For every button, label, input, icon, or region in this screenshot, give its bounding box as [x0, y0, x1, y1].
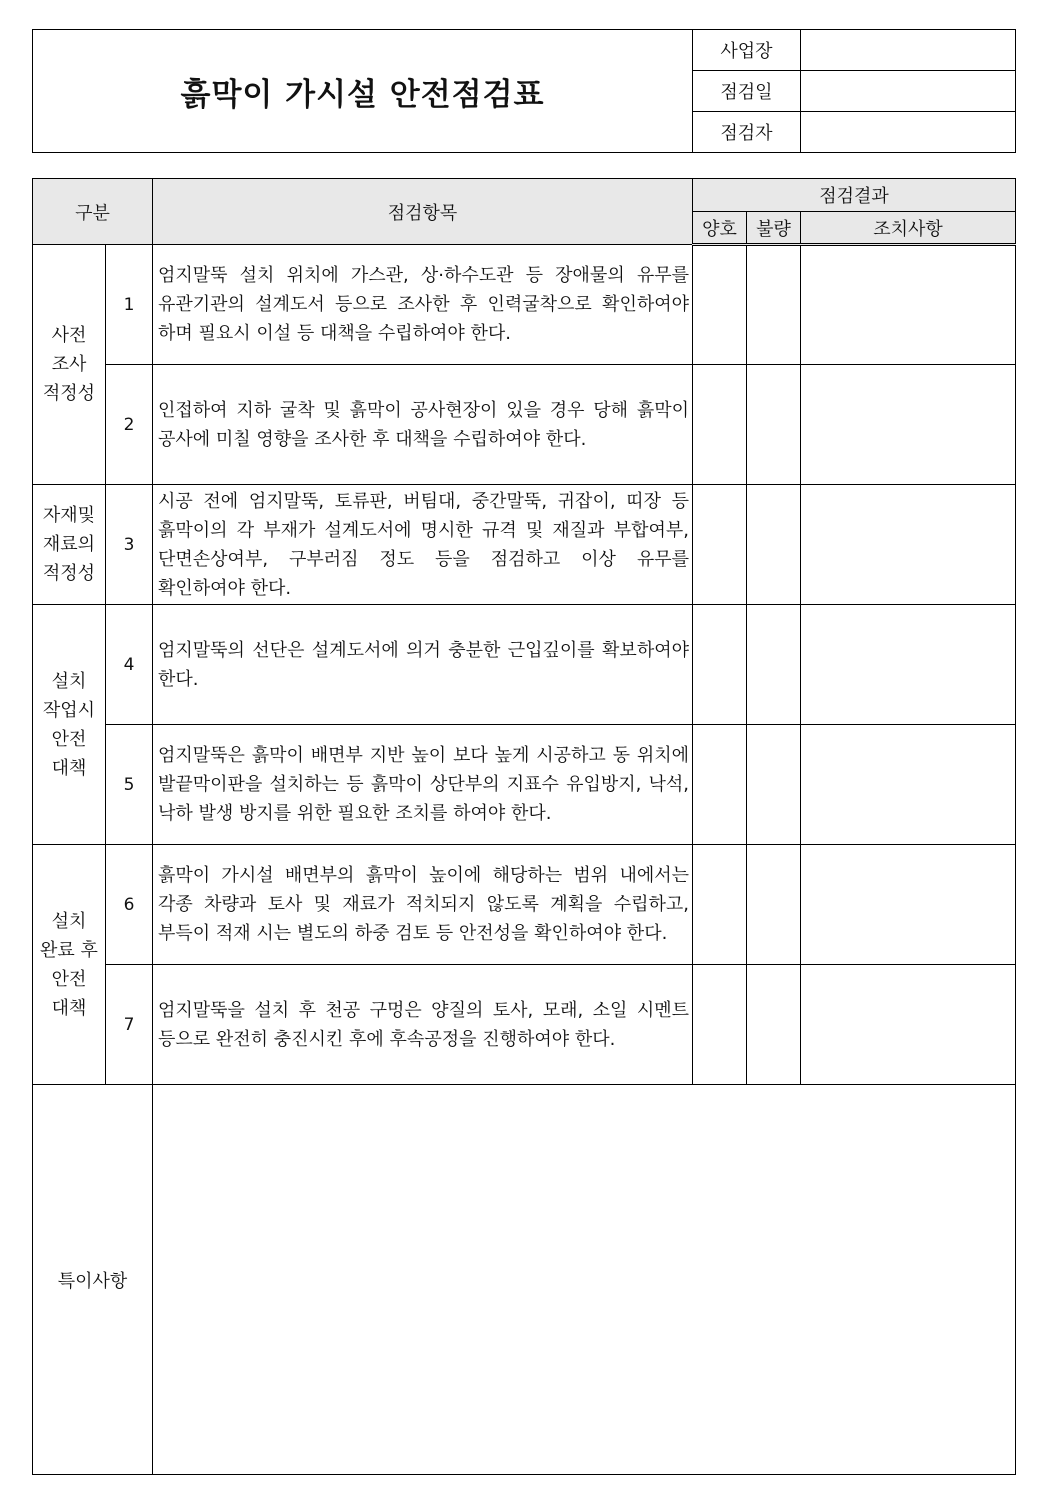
good-cell[interactable]	[693, 605, 747, 725]
item-number: 4	[106, 605, 153, 725]
category-post-installation: 설치 완료 후 안전 대책	[33, 845, 106, 1085]
bad-cell[interactable]	[747, 365, 801, 485]
action-cell[interactable]	[801, 365, 1016, 485]
table-row	[33, 245, 1016, 365]
action-cell[interactable]	[801, 845, 1016, 965]
bad-cell[interactable]	[747, 845, 801, 965]
inspection-date-label: 점검일	[693, 71, 801, 112]
item-number: 6	[106, 845, 153, 965]
item-text: 엄지말뚝은 흙막이 배면부 지반 높이 보다 높게 시공하고 동 위치에 발끝막이판을 설치하는 등 흙막이 상단부의 지표수 유입방지, 낙석, 낙하 발생 방지를 위한 필요한 조치를 하여야 한다.	[153, 725, 693, 845]
bad-cell[interactable]	[747, 725, 801, 845]
bad-header: 불량	[747, 212, 801, 245]
good-cell[interactable]	[693, 845, 747, 965]
item-number: 5	[106, 725, 153, 845]
item-header: 점검항목	[153, 179, 693, 245]
good-cell[interactable]	[693, 365, 747, 485]
notes-field[interactable]	[153, 1085, 1016, 1475]
category-header: 구분	[33, 179, 153, 245]
bad-cell[interactable]	[747, 245, 801, 365]
bad-cell[interactable]	[747, 485, 801, 605]
bad-cell[interactable]	[747, 605, 801, 725]
good-header: 양호	[693, 212, 747, 245]
item-text: 시공 전에 엄지말뚝, 토류판, 버팀대, 중간말뚝, 귀잡이, 띠장 등 흙막이의 각 부재가 설계도서에 명시한 규격 및 재질과 부합여부, 단면손상여부, 구부러짐 정도 등을 점검하고 이상 유무를 확인하여야 한다.	[153, 485, 693, 605]
good-cell[interactable]	[693, 725, 747, 845]
action-cell[interactable]	[801, 485, 1016, 605]
category-materials: 자재및 재료의 적정성	[33, 485, 106, 605]
result-header: 점검결과	[693, 179, 1016, 212]
item-text: 엄지말뚝 설치 위치에 가스관, 상·하수도관 등 장애물의 유무를 유관기관의 설계도서 등으로 조사한 후 인력굴착으로 확인하여야 하며 필요시 이설 등 대책을 수립하여야 한다.	[153, 245, 693, 365]
table-row	[33, 725, 1016, 845]
table-row	[33, 965, 1016, 1085]
category-pre-survey: 사전 조사 적정성	[33, 245, 106, 485]
action-cell[interactable]	[801, 605, 1016, 725]
table-row	[33, 845, 1016, 965]
item-number: 7	[106, 965, 153, 1085]
table-row	[33, 605, 1016, 725]
action-cell[interactable]	[801, 965, 1016, 1085]
item-text: 흙막이 가시설 배면부의 흙막이 높이에 해당하는 범위 내에서는 각종 차량과 토사 및 재료가 적치되지 않도록 계획을 수립하고, 부득이 적재 시는 별도의 하중 검토 등 안전성을 확인하여야 한다.	[153, 845, 693, 965]
bad-cell[interactable]	[747, 965, 801, 1085]
item-text: 엄지말뚝을 설치 후 천공 구멍은 양질의 토사, 모래, 소일 시멘트 등으로 완전히 충진시킨 후에 후속공정을 진행하여야 한다.	[153, 965, 693, 1085]
action-cell[interactable]	[801, 245, 1016, 365]
table-row	[33, 485, 1016, 605]
worksite-field[interactable]	[801, 30, 1016, 71]
inspector-field[interactable]	[801, 112, 1016, 153]
checklist-table	[32, 178, 1016, 1475]
good-cell[interactable]	[693, 485, 747, 605]
item-number: 1	[106, 245, 153, 365]
action-header: 조치사항	[801, 212, 1016, 245]
inspector-label: 점검자	[693, 112, 801, 153]
item-text: 엄지말뚝의 선단은 설계도서에 의거 충분한 근입깊이를 확보하여야 한다.	[153, 605, 693, 725]
item-number: 2	[106, 365, 153, 485]
page-title: 흙막이 가시설 안전점검표	[33, 30, 693, 153]
good-cell[interactable]	[693, 965, 747, 1085]
item-number: 3	[106, 485, 153, 605]
worksite-label: 사업장	[693, 30, 801, 71]
notes-label: 특이사항	[33, 1085, 153, 1475]
item-text: 인접하여 지하 굴착 및 흙막이 공사현장이 있을 경우 당해 흙막이 공사에 미칠 영향을 조사한 후 대책을 수립하여야 한다.	[153, 365, 693, 485]
header-table	[32, 29, 1016, 153]
inspection-date-field[interactable]	[801, 71, 1016, 112]
table-row	[33, 365, 1016, 485]
action-cell[interactable]	[801, 725, 1016, 845]
category-installation-work: 설치 작업시 안전 대책	[33, 605, 106, 845]
good-cell[interactable]	[693, 245, 747, 365]
